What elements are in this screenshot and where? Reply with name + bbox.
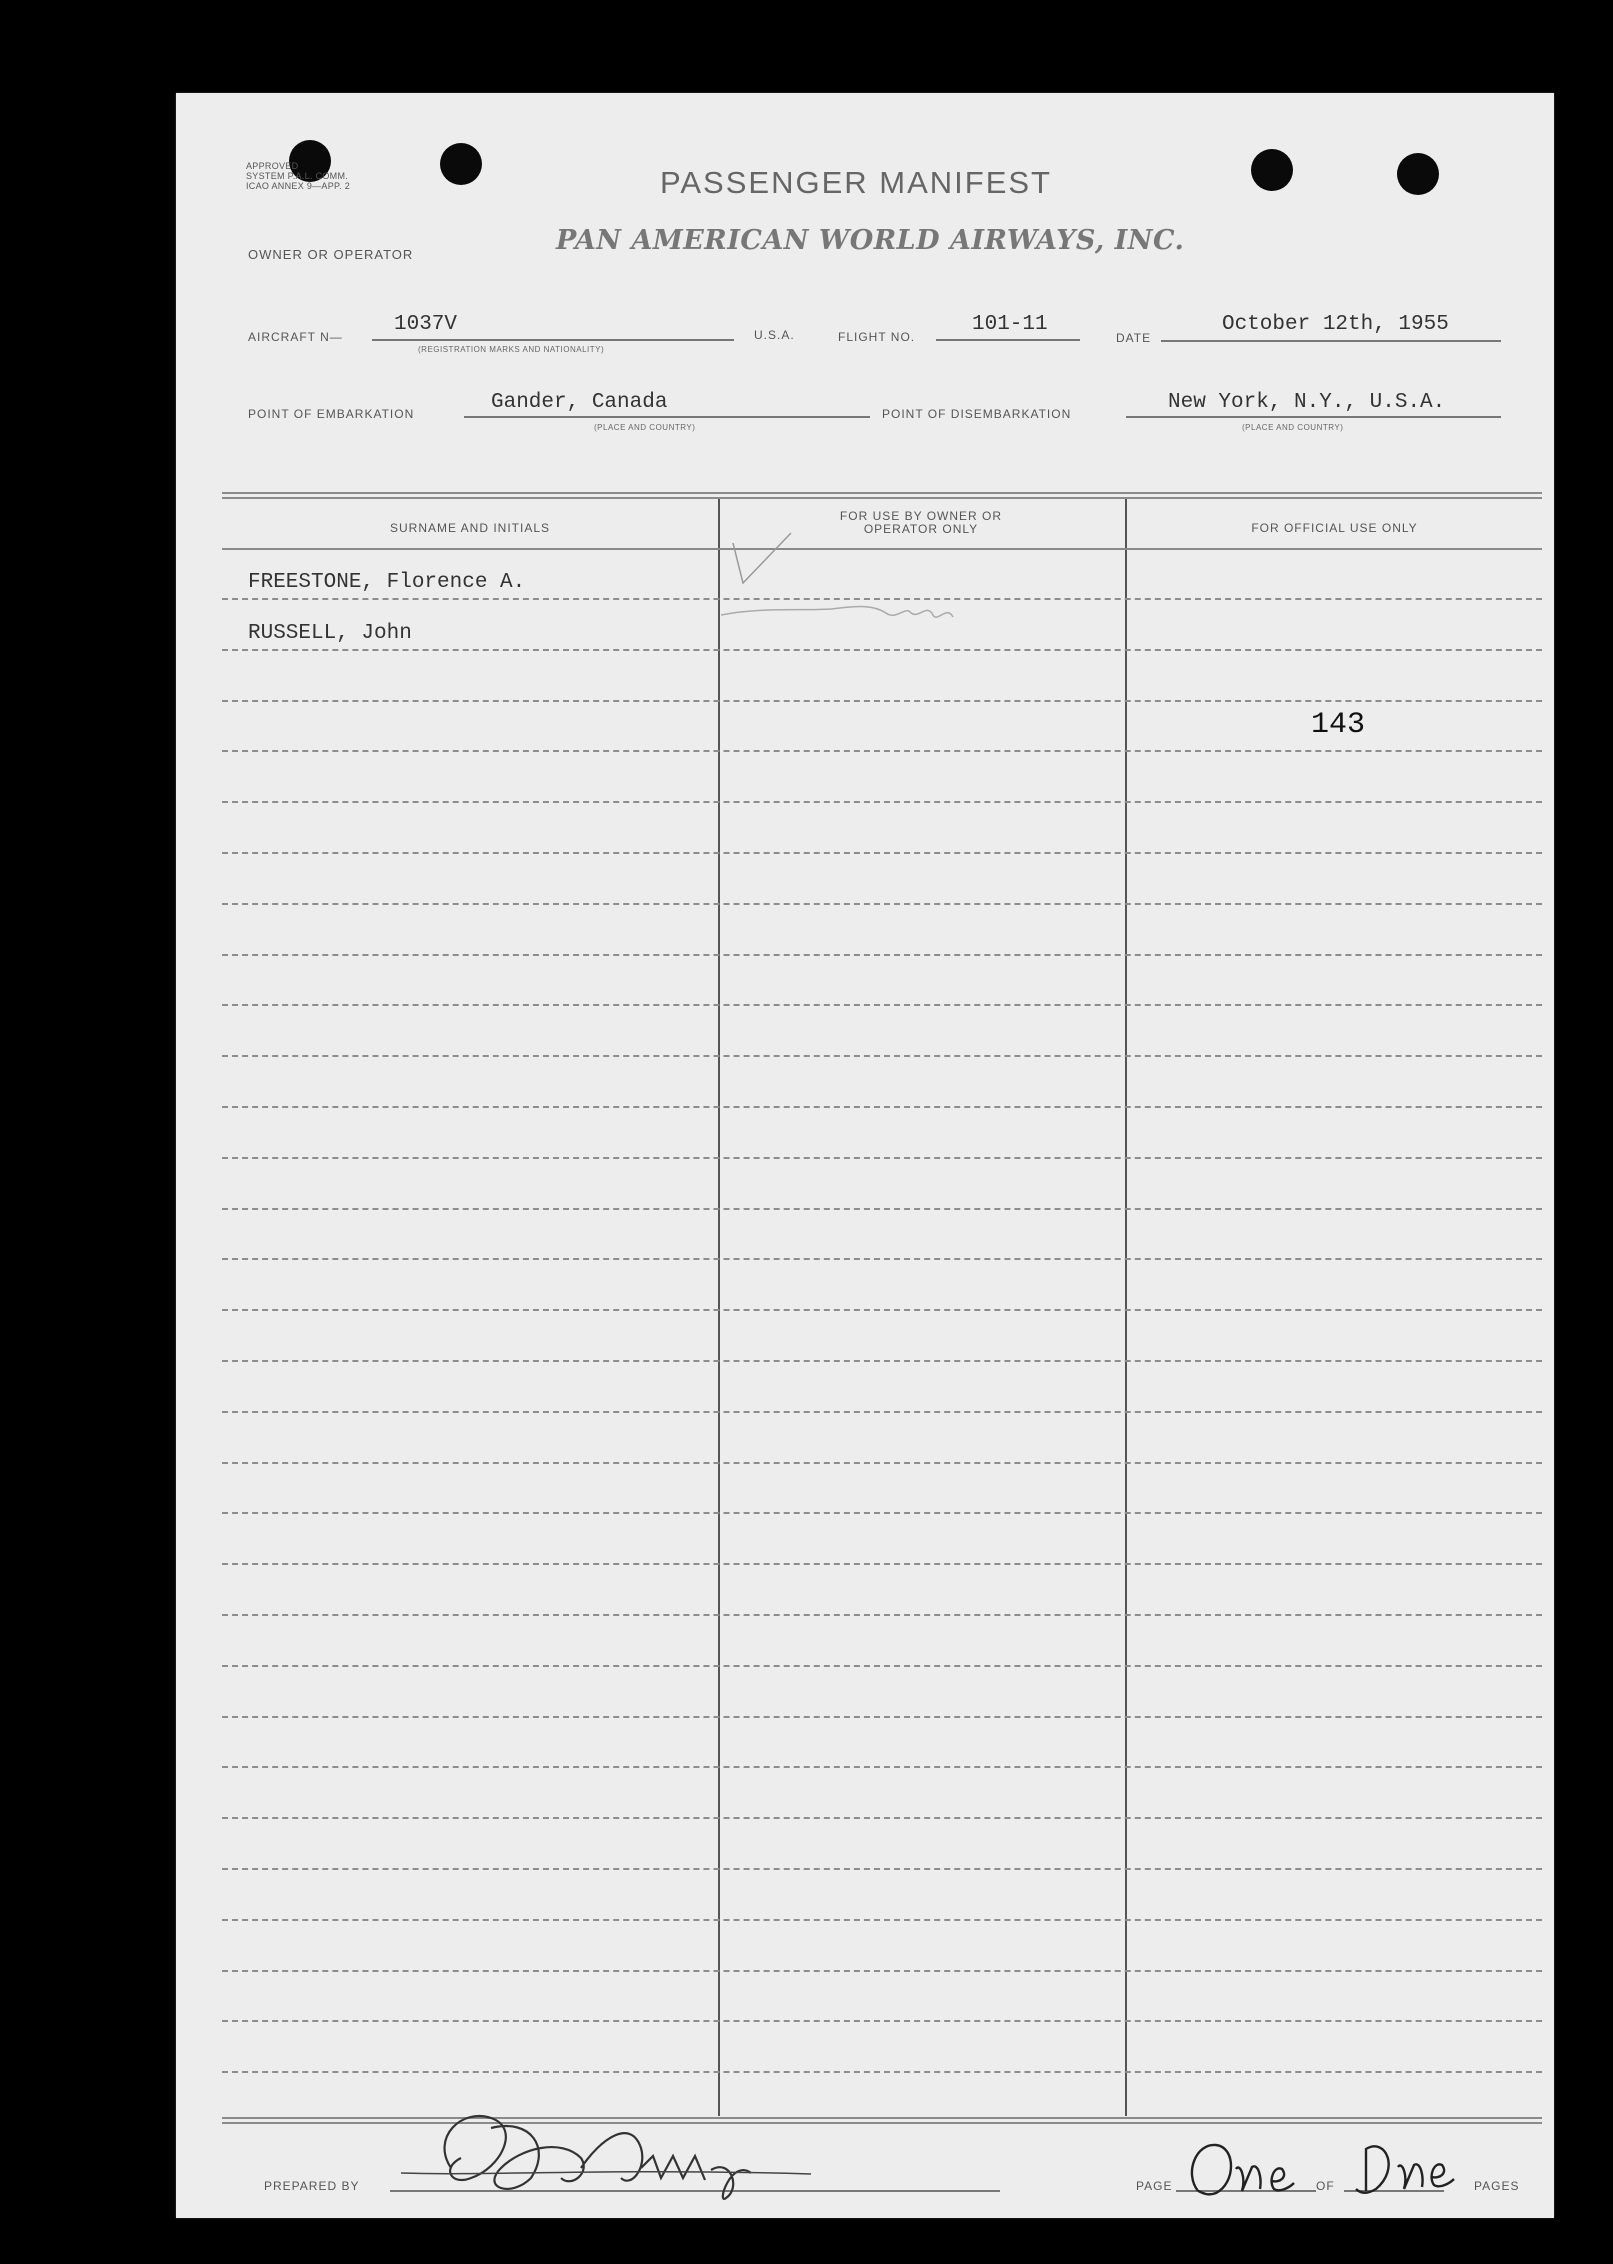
- row-rule: [222, 1208, 1542, 1210]
- row-rule: [222, 1360, 1542, 1362]
- row-rule: [222, 750, 1542, 752]
- row-rule: [222, 1970, 1542, 1972]
- date-underline: [1161, 340, 1501, 342]
- page-label: PAGE: [1136, 2179, 1173, 2193]
- punch-hole: [1251, 149, 1293, 191]
- approval-line: ICAO ANNEX 9—APP. 2: [246, 181, 351, 191]
- airline-name: PAN AMERICAN WORLD AIRWAYS, INC.: [556, 225, 1185, 256]
- page-number-handwritten: [1176, 2133, 1316, 2203]
- row-rule: [222, 1157, 1542, 1159]
- row-rule: [222, 1309, 1542, 1311]
- operator-check-mark: [721, 523, 971, 633]
- disembarkation-sublabel: (PLACE AND COUNTRY): [1242, 423, 1344, 432]
- flight-label: FLIGHT NO.: [838, 330, 916, 344]
- aircraft-underline: [372, 339, 734, 341]
- date-label: DATE: [1116, 331, 1152, 345]
- passenger-name: RUSSELL, John: [248, 622, 412, 645]
- flight-value: 101-11: [972, 313, 1048, 336]
- embarkation-underline: [464, 416, 870, 418]
- row-rule: [222, 700, 1542, 702]
- embarkation-value: Gander, Canada: [491, 391, 668, 414]
- prepared-by-label: PREPARED BY: [264, 2179, 360, 2193]
- row-rule: [222, 1919, 1542, 1921]
- approval-line: APPROVED: [246, 161, 299, 171]
- aircraft-value: 1037V: [394, 313, 458, 336]
- punch-hole: [1397, 153, 1439, 195]
- passenger-name: FREESTONE, Florence A.: [248, 571, 526, 594]
- owner-column-header: FOR USE BY OWNER OR OPERATOR ONLY: [839, 509, 1003, 536]
- date-value: October 12th, 1955: [1222, 313, 1449, 336]
- row-rule: [222, 1004, 1542, 1006]
- table-top-border: [222, 497, 1542, 499]
- approval-note: [246, 161, 350, 191]
- row-rule: [222, 1563, 1542, 1565]
- column-divider: [1125, 499, 1127, 2116]
- embarkation-label: POINT OF EMBARKATION: [248, 407, 415, 421]
- row-rule: [222, 2071, 1542, 2073]
- aircraft-sublabel: (REGISTRATION MARKS AND NATIONALITY): [418, 345, 605, 354]
- row-rule: [222, 1106, 1542, 1108]
- approval-line: SYSTEM P.A.L. COMM.: [246, 171, 349, 181]
- row-rule: [222, 1411, 1542, 1413]
- punch-hole: [440, 143, 482, 185]
- row-rule: [222, 954, 1542, 956]
- row-rule: [222, 1766, 1542, 1768]
- usa-label: U.S.A.: [754, 328, 795, 342]
- row-rule: [222, 1817, 1542, 1819]
- row-rule: [222, 2020, 1542, 2022]
- row-rule: [222, 1716, 1542, 1718]
- column-divider: [718, 499, 720, 2116]
- aircraft-label: AIRCRAFT N—: [248, 330, 343, 344]
- row-rule: [222, 1614, 1542, 1616]
- row-rule: [222, 649, 1542, 651]
- preparer-signature: [391, 2098, 821, 2208]
- surname-column-header: SURNAME AND INITIALS: [389, 521, 551, 535]
- page-title: PASSENGER MANIFEST: [660, 165, 1052, 200]
- row-rule: [222, 801, 1542, 803]
- row-rule: [222, 1868, 1542, 1870]
- official-stamp-number: 143: [1311, 708, 1366, 742]
- embarkation-sublabel: (PLACE AND COUNTRY): [594, 423, 696, 432]
- disembarkation-underline: [1126, 416, 1501, 418]
- table-top-border: [222, 492, 1542, 494]
- row-rule: [222, 1462, 1542, 1464]
- row-rule: [222, 1512, 1542, 1514]
- pages-label: PAGES: [1474, 2179, 1520, 2193]
- disembarkation-value: New York, N.Y., U.S.A.: [1168, 391, 1446, 414]
- owner-label: OWNER OR OPERATOR: [248, 247, 414, 262]
- row-rule: [222, 1665, 1542, 1667]
- manifest-sheet: [176, 93, 1554, 2218]
- total-pages-handwritten: [1336, 2129, 1466, 2199]
- row-rule: [222, 1055, 1542, 1057]
- of-label: OF: [1316, 2179, 1335, 2193]
- row-rule: [222, 1258, 1542, 1260]
- official-column-header: FOR OFFICIAL USE ONLY: [1251, 521, 1418, 535]
- flight-underline: [936, 339, 1080, 341]
- row-rule: [222, 852, 1542, 854]
- disembarkation-label: POINT OF DISEMBARKATION: [882, 407, 1072, 421]
- row-rule: [222, 903, 1542, 905]
